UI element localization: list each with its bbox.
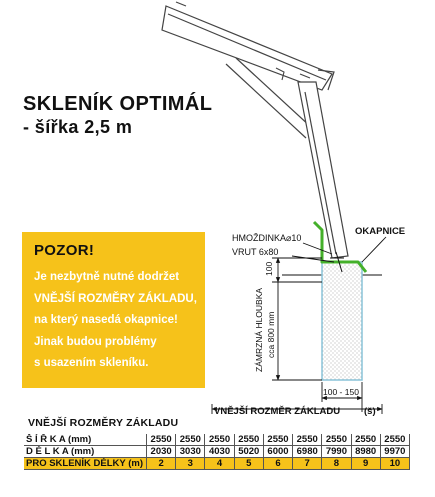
warning-line: Je nezbytně nutné dodržet <box>34 271 180 283</box>
table-cell: 2550 <box>205 434 234 446</box>
warning-line: Jinak budou problémy <box>34 335 157 348</box>
table-cell: 5020 <box>234 446 263 458</box>
table-cell: 2550 <box>351 434 380 446</box>
foundation-dimensions-table <box>24 434 410 470</box>
leader-lines <box>292 243 334 262</box>
table-cell: 9 <box>351 458 380 470</box>
table-cell: 2550 <box>147 434 176 446</box>
label-frost-depth-1: ZÁMRZNÁ HLOUBKA <box>254 287 264 372</box>
table-row-width <box>24 434 410 446</box>
label-width-range: 100 - 150 <box>323 387 359 397</box>
label-outer-dim-symbol: (š) <box>364 406 376 417</box>
page-title: SKLENÍK OPTIMÁL <box>23 93 213 115</box>
table-cell: 10 <box>380 458 409 470</box>
table-cell: 2550 <box>176 434 205 446</box>
table-row-greenhouse-length <box>24 458 410 470</box>
row-label: Š Í Ř K A (mm) <box>24 434 147 446</box>
table-cell: 4 <box>205 458 234 470</box>
table-cell: 2550 <box>234 434 263 446</box>
label-vrut: VRUT 6x80 <box>232 247 279 257</box>
label-depth-100: 100 <box>264 261 274 276</box>
table-cell: 8 <box>322 458 351 470</box>
dim-frost-depth <box>272 282 322 380</box>
label-outer-dim: VNĚJŠÍ ROZMĚR ZÁKLADU <box>214 406 341 417</box>
table-cell: 2030 <box>147 446 176 458</box>
table-cell: 3030 <box>176 446 205 458</box>
label-hmozdinka: HMOŽDINKA⌀10 <box>232 233 302 243</box>
concrete-foundation <box>322 262 362 380</box>
table-cell: 9970 <box>380 446 409 458</box>
table-row-length <box>24 446 410 458</box>
label-frost-depth-2: cca 800 mm <box>266 311 276 358</box>
row-label: D É L K A (mm) <box>24 446 147 458</box>
label-okapnice: OKAPNICE <box>355 226 406 237</box>
table-cell: 8980 <box>351 446 380 458</box>
table-cell: 7 <box>293 458 322 470</box>
page-subtitle: - šířka 2,5 m <box>23 117 133 137</box>
table-cell: 6000 <box>263 446 292 458</box>
table-cell: 7990 <box>322 446 351 458</box>
table-cell: 2550 <box>380 434 409 446</box>
warning-title: POZOR! <box>34 242 95 259</box>
table-cell: 2 <box>147 458 176 470</box>
row-label: PRO SKLENÍK DÉLKY (m) <box>24 458 147 470</box>
warning-box <box>22 232 205 388</box>
table-cell: 2550 <box>293 434 322 446</box>
warning-line: na který nasedá okapnice! <box>34 314 178 326</box>
table-cell: 6980 <box>293 446 322 458</box>
warning-line: s usazením skleníku. <box>34 357 149 369</box>
table-cell: 3 <box>176 458 205 470</box>
table-title: VNĚJŠÍ ROZMĚRY ZÁKLADU <box>28 417 179 429</box>
table-cell: 4030 <box>205 446 234 458</box>
warning-line: VNĚJŠÍ ROZMĚRY ZÁKLADU, <box>34 292 197 305</box>
dim-100 <box>272 258 322 282</box>
okapnice-leader <box>362 237 386 262</box>
table-cell: 2550 <box>263 434 292 446</box>
table-cell: 2550 <box>322 434 351 446</box>
table-cell: 5 <box>234 458 263 470</box>
table-cell: 6 <box>263 458 292 470</box>
